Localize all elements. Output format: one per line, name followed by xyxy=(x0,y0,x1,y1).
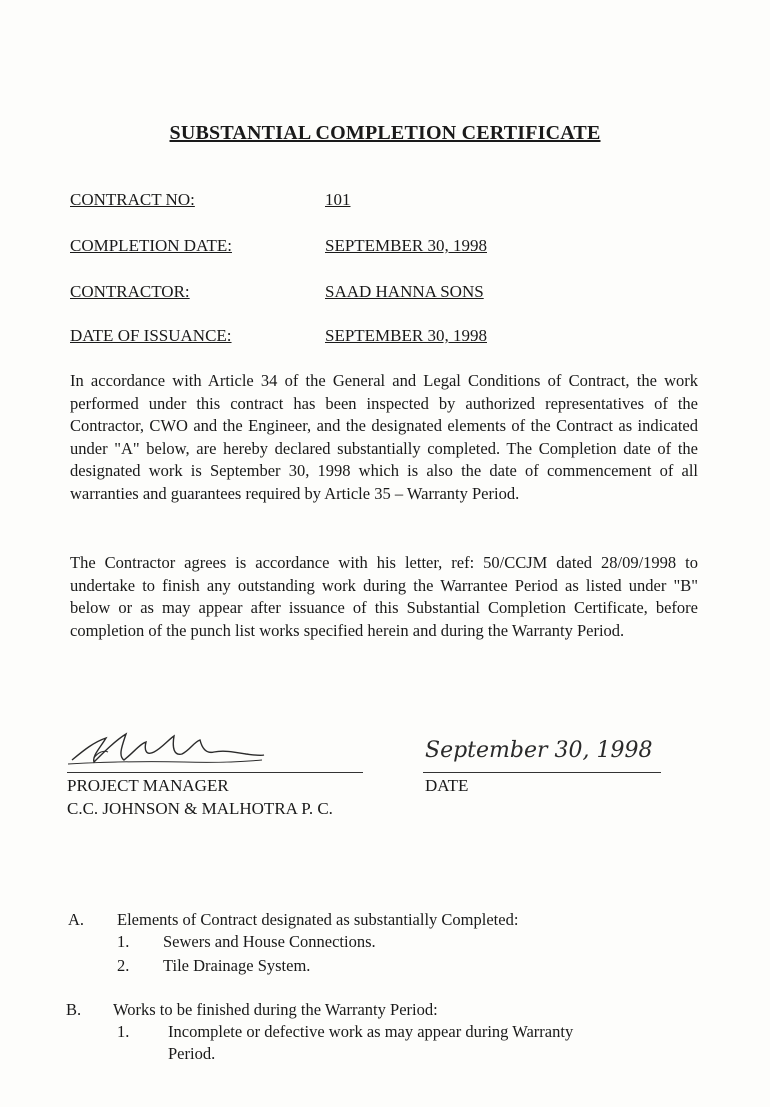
contract-no-value: 101 xyxy=(325,190,351,209)
date-label: DATE xyxy=(425,776,469,795)
section-b-item-1-text: Incomplete or defective work as may appear during Warranty xyxy=(168,1022,574,1041)
paragraph-article-34: In accordance with Article 34 of the General and Legal Conditions of Contract, the work performed under this contract has been inspected by authorized representatives of the Contractor, CWO and the Engineer, and the designated elements of the Contract as indicated under "A" below, are hereby declared substantially completed. The Completion date of the designated work is September 30, 1998 which is also the date of commencement of all warranties and guarantees required by Article 35 – Warranty Period. xyxy=(70,371,698,503)
contract-no-label: CONTRACT NO: xyxy=(70,190,195,209)
contractor-value: SAAD HANNA SONS xyxy=(325,282,484,301)
completion-date-value: SEPTEMBER 30, 1998 xyxy=(325,236,487,255)
signatory-title: PROJECT MANAGER xyxy=(67,776,229,795)
section-a-item-1-text: Sewers and House Connections. xyxy=(163,932,376,951)
section-a-letter: A. xyxy=(68,910,85,929)
section-b-letter: B. xyxy=(66,1000,82,1019)
section-b-item-1-num: 1. xyxy=(117,1022,130,1041)
contractor-label: CONTRACTOR: xyxy=(70,282,190,301)
completion-date-label: COMPLETION DATE: xyxy=(70,236,232,255)
issuance-date-label: DATE OF ISSUANCE: xyxy=(70,326,232,345)
section-b-item-1-text-cont: Period. xyxy=(168,1044,216,1063)
section-a-item-1-num: 1. xyxy=(117,932,130,951)
section-b-heading: Works to be finished during the Warranty Period: xyxy=(113,1000,438,1019)
project-manager-signature xyxy=(64,722,284,772)
section-a-heading: Elements of Contract designated as substantially Completed: xyxy=(117,910,519,929)
issuance-date-value: SEPTEMBER 30, 1998 xyxy=(325,326,487,345)
signature-line-manager xyxy=(67,772,363,773)
signature-line-date xyxy=(423,772,661,773)
document-title: SUBSTANTIAL COMPLETION CERTIFICATE xyxy=(169,122,601,144)
handwritten-date: September 30, 1998 xyxy=(425,738,653,763)
section-a-item-2-text: Tile Drainage System. xyxy=(163,956,311,975)
section-a-item-2-num: 2. xyxy=(117,956,130,975)
paragraph-contractor-agreement: The Contractor agrees is accordance with his letter, ref: 50/CCJM dated 28/09/1998 to undertake to finish any outstanding work during the Warrantee Period as listed under "B" below or as may appear after issuance of this Substantial Completion Certificate, before completion of the punch list works specified herein and during the Warranty Period. xyxy=(70,553,698,640)
signatory-organization: C.C. JOHNSON & MALHOTRA P. C. xyxy=(67,799,333,818)
